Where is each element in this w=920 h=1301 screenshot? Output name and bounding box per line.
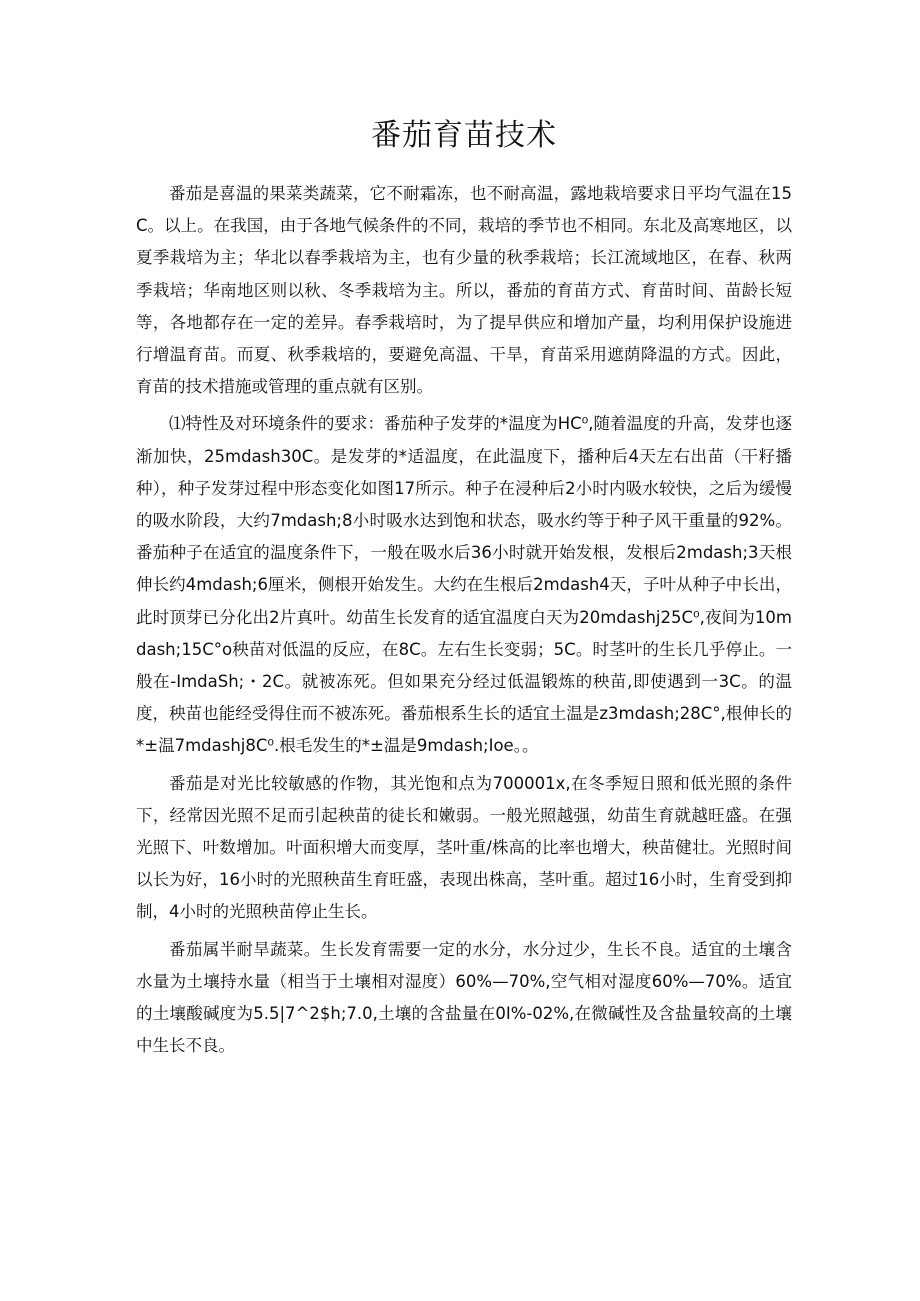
paragraph-light: 番茄是对光比较敏感的作物，其光饱和点为700001x,在冬季短日照和低光照的条件下，经常因光照不足而引起秧苗的徒长和嫩弱。一般光照越强，幼苗生育就越旺盛。在强光照下、叶数增加。叶面积增大而变厚，茎叶重/株高的比率也增大，秧苗健壮。光照时间以长为好，16小时的光照秧苗生育旺盛，表现出株高，茎叶重。超过16小时，生育受到抑制，4小时的光照秧苗停止生长。	[136, 773, 792, 922]
document-page	[136, 110, 792, 1067]
paragraph-water-soil: 番茄属半耐旱蔬菜。生长发育需要一定的水分，水分过少，生长不良。适宜的土壤含水量为土壤持水量（相当于土壤相对湿度）60%—70%,空气相对湿度60%—70%。适宜的土壤酸碱度为5.5|7^2$h;7.0,土壤的含盐量在0I%-02%,在微碱性及含盐量较高的土壤中生长不良。	[136, 939, 792, 1056]
paragraph-environment-requirements: ⑴特性及对环境条件的要求：番茄种子发芽的*温度为HC⁰,随着温度的升高，发芽也逐渐加快，25mdash30C。是发芽的*适温度，在此温度下，播种后4天左右出苗（干籽播种），种子发芽过程中形态变化如图17所示。种子在浸种后2小时内吸水较快，之后为缓慢的吸水阶段，大约7mdash;8小时吸水达到饱和状态，吸水约等于种子风干重量的92%。番茄种子在适宜的温度条件下，一般在吸水后36小时就开始发根，发根后2mdash;3天根伸长约4mdash;6厘米，侧根开始发生。大约在生根后2mdash4天，子叶从种子中长出，此时顶芽已分化出2片真叶。幼苗生长发育的适宜温度白天为20mdashj25C⁰,夜间为10mdash;15C°o秧苗对低温的反应，在8C。左右生长变弱；5C。时茎叶的生长几乎停止。一般在-ImdaSh;・2C。就被冻死。但如果充分经过低温锻炼的秧苗,即使遇到一3C。的温度，秧苗也能经受得住而不被冻死。番茄根系生长的适宜土温是z3mdash;28C°,根伸长的*±温7mdashj8C⁰.根毛发生的*±温是9mdash;Ioe。。	[136, 414, 792, 756]
paragraph-intro: 番茄是喜温的果菜类蔬菜，它不耐霜冻，也不耐高温，露地栽培要求日平均气温在15C。以上。在我国，由于各地气候条件的不同，栽培的季节也不相同。东北及高寒地区，以夏季栽培为主；华北以春季栽培为主，也有少量的秋季栽培；长江流域地区，在春、秋两季栽培；华南地区则以秋、冬季栽培为主。所以，番茄的育苗方式、育苗时间、苗龄长短等，各地都存在一定的差异。春季栽培时，为了提早供应和增加产量，均利用保护设施进行增温育苗。而夏、秋季栽培的，要避免高温、干旱，育苗采用遮荫降温的方式。因此，育苗的技术措施或管理的重点就有区别。	[136, 184, 792, 397]
document-title: 番茄育苗技术	[371, 118, 557, 153]
